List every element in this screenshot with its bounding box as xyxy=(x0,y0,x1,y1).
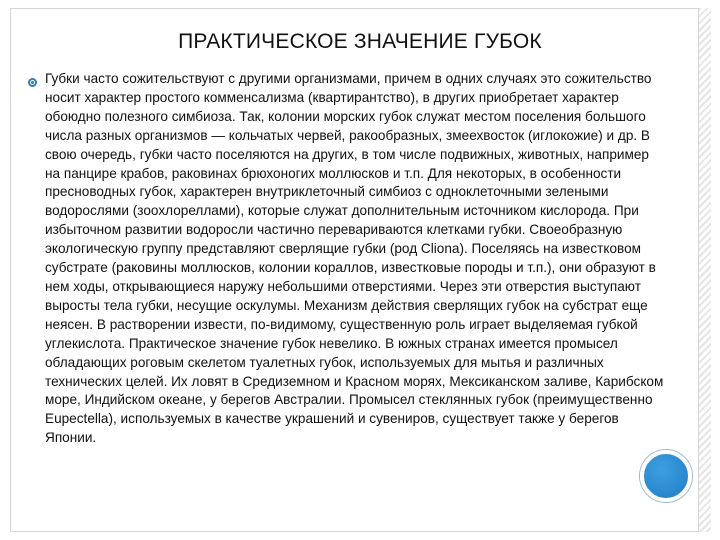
slide-right-border-pattern xyxy=(698,8,711,532)
blue-circle-decoration-icon xyxy=(640,450,692,502)
circle-bullet-icon xyxy=(28,78,37,87)
slide-title: ПРАКТИЧЕСКОЕ ЗНАЧЕНИЕ ГУБОК xyxy=(178,30,542,53)
slide-body-text: Губки часто сожительствуют с другими организмами, причем в одних случаях это сожительство носит характер простого комменсализма (квартирантство), в других приобретает характер обоюдно полезного симбиоза. Так, колонии морских губок служат местом поселения большого числа разных организмов — кольчатых червей, ракообразных, змеехвосток (иглокожие) и др. В свою очередь, губки часто поселяются на других, в том числе подвижных, животных, например на панцире крабов, раковинах брюхоногих моллюсков и т.п. Для некоторых, в особенности пресноводных губок, характерен внутриклеточный симбиоз с одноклеточными зелеными водорослями (зоохлореллами), которые служат дополнительным источником кислорода. При избыточном развитии водоросли частично перевариваются клетками губки. Своеобразную экологическую группу представляют сверлящие губки (род Cliona). Поселяясь на известковом субстрате (раковины моллюсков, колонии кораллов, известковые породы и т.п.), они образуют в нем ходы, открывающиеся наружу небольшими отверстиями. Через эти отверстия выступают выросты тела губки, несущие оскулумы. Механизм действия сверлящих губок на субстрат еще неясен. В растворении извести, по-видимому, существенную роль играет выделяемая губкой углекислота. Практическое значение губок невелико. В южных странах имеется промысел обладающих роговым скелетом туалетных губок, используемых для мытья и различных технических целей. Их ловят в Средиземном и Красном морях, Мексиканском заливе, Карибском море, Индийском океане, у берегов Австралии. Промысел стеклянных губок (преимущественно Eupectella), используемых в качестве украшений и сувениров, существует также у берегов Японии. xyxy=(45,71,664,446)
